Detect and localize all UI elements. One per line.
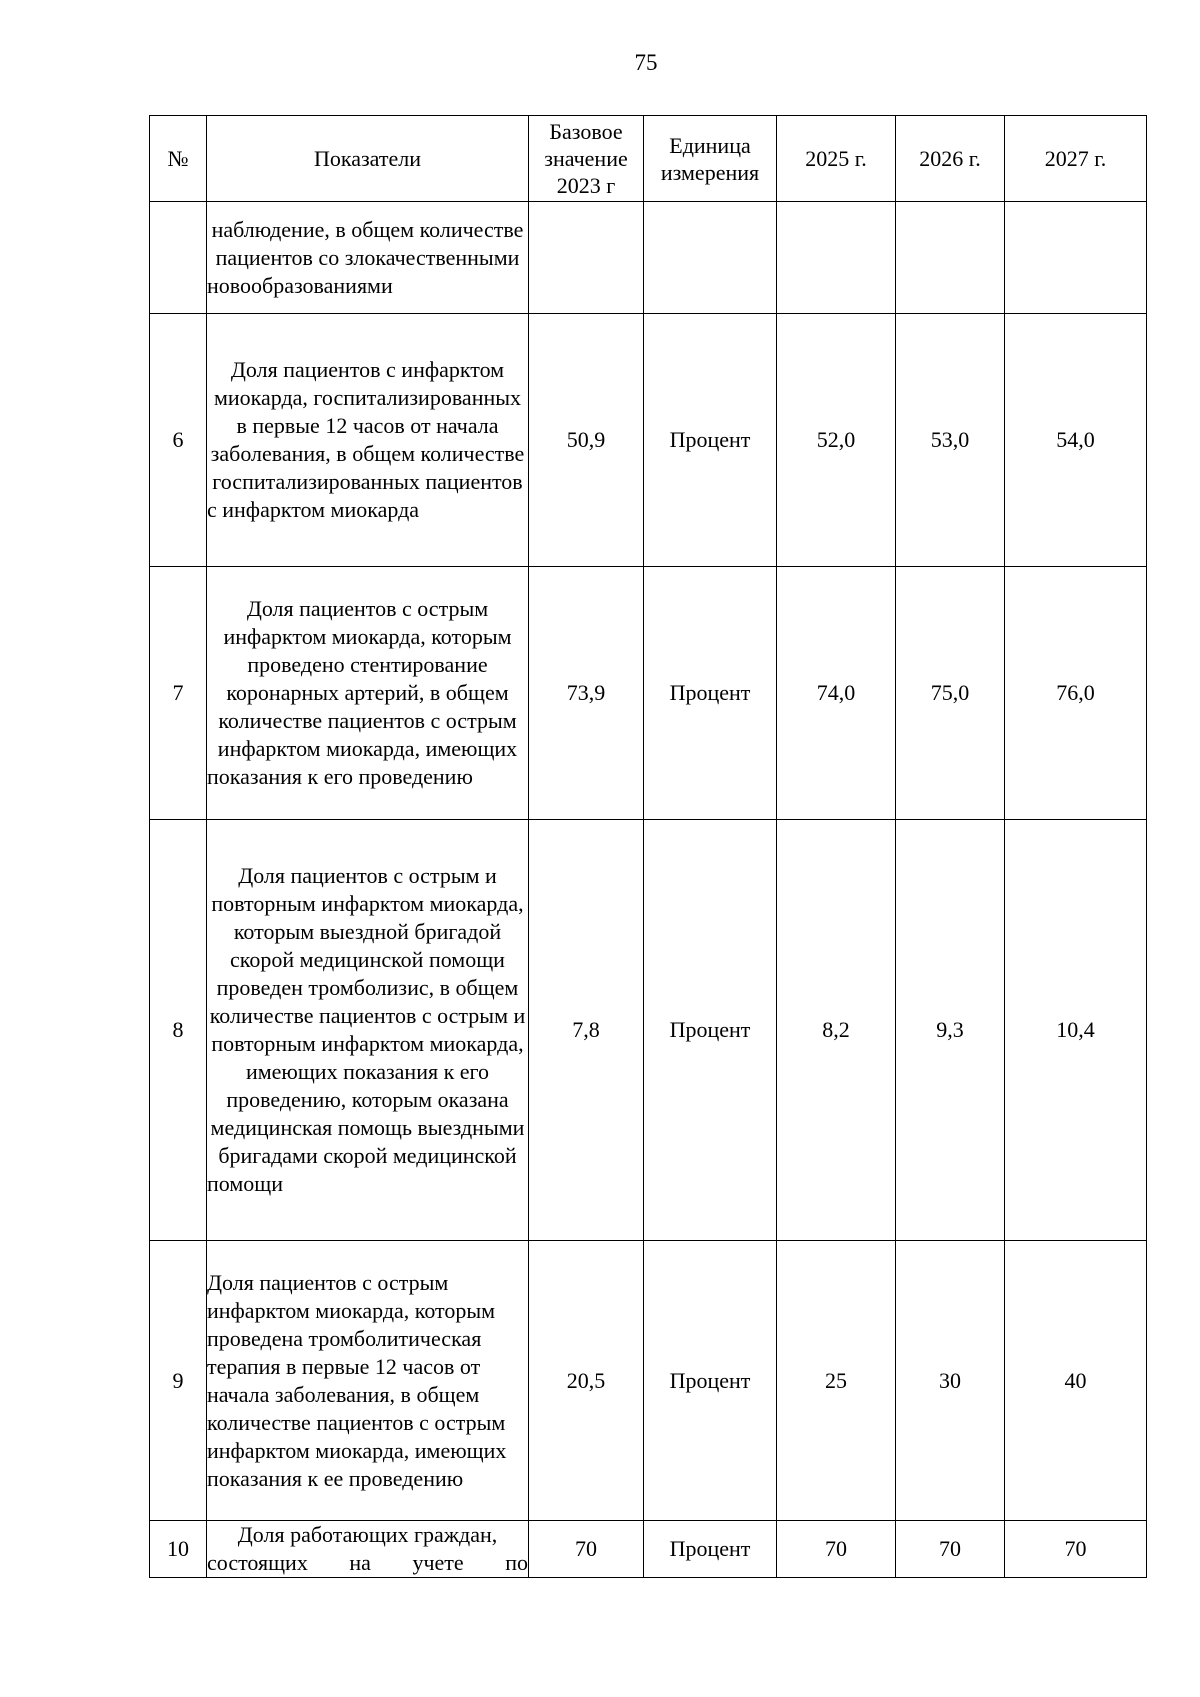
header-indicator: Показатели <box>207 116 529 202</box>
base-value: 20,5 <box>529 1241 644 1521</box>
table-header-row <box>150 116 1147 202</box>
indicator-text <box>207 202 529 314</box>
indicator-label: Доля работающих граждан, состоящих на учете по <box>207 1522 528 1575</box>
row-number: 10 <box>150 1521 207 1578</box>
value-2025: 74,0 <box>777 567 896 820</box>
indicators-table <box>149 115 1147 1578</box>
value-2027: 40 <box>1005 1241 1147 1521</box>
indicator-text <box>207 1241 529 1521</box>
value-2025 <box>777 202 896 314</box>
indicator-text <box>207 1521 529 1578</box>
value-2025: 52,0 <box>777 314 896 567</box>
value-2026: 70 <box>896 1521 1005 1578</box>
table-row <box>150 567 1147 820</box>
value-2025: 25 <box>777 1241 896 1521</box>
value-2026 <box>896 202 1005 314</box>
row-number <box>150 202 207 314</box>
base-value: 50,9 <box>529 314 644 567</box>
value-2027: 76,0 <box>1005 567 1147 820</box>
value-2027 <box>1005 202 1147 314</box>
header-base-value: Базовое значение 2023 г <box>529 116 644 202</box>
unit: Процент <box>644 820 777 1241</box>
indicator-label: Доля пациентов с инфарктом миокарда, госпитализированных в первые 12 часов от начала заболевания, в общем количестве госпитализированных пациентов с инфарктом миокарда <box>207 357 525 522</box>
header-2026: 2026 г. <box>896 116 1005 202</box>
value-2027: 70 <box>1005 1521 1147 1578</box>
base-value <box>529 202 644 314</box>
row-number: 6 <box>150 314 207 567</box>
base-value: 70 <box>529 1521 644 1578</box>
page-number: 75 <box>634 50 658 75</box>
value-2026: 9,3 <box>896 820 1005 1241</box>
indicator-label: Доля пациентов с острым инфарктом миокарда, которым проведено стентирование коронарных артерий, в общем количестве пациентов с острым инфарктом миокарда, имеющих показания к его проведению <box>207 596 518 789</box>
base-value: 7,8 <box>529 820 644 1241</box>
value-2026: 75,0 <box>896 567 1005 820</box>
header-number: № <box>150 116 207 202</box>
value-2026: 30 <box>896 1241 1005 1521</box>
value-2027: 10,4 <box>1005 820 1147 1241</box>
table-row <box>150 1521 1147 1578</box>
indicator-label: наблюдение, в общем количестве пациентов со злокачественными новообразованиями <box>207 216 524 298</box>
unit: Процент <box>644 314 777 567</box>
unit: Процент <box>644 567 777 820</box>
table-row <box>150 1241 1147 1521</box>
header-2027: 2027 г. <box>1005 116 1147 202</box>
row-number: 9 <box>150 1241 207 1521</box>
header-unit: Единица измерения <box>644 116 777 202</box>
table-row <box>150 202 1147 314</box>
value-2027: 54,0 <box>1005 314 1147 567</box>
row-number: 8 <box>150 820 207 1241</box>
value-2026: 53,0 <box>896 314 1005 567</box>
indicator-text <box>207 820 529 1241</box>
unit: Процент <box>644 1521 777 1578</box>
unit <box>644 202 777 314</box>
indicator-text <box>207 314 529 567</box>
row-number: 7 <box>150 567 207 820</box>
base-value: 73,9 <box>529 567 644 820</box>
value-2025: 8,2 <box>777 820 896 1241</box>
indicator-label: Доля пациентов с острым и повторным инфарктом миокарда, которым выездной бригадой скорой медицинской помощи проведен тромболизис, в общем количестве пациентов с острым и повторным инфарктом миокарда, имеющих показания к его проведению, которым оказана медицинская помощь выездными бригадами скорой медицинской помощи <box>207 863 526 1196</box>
indicator-label: Доля пациентов с острым инфарктом миокарда, которым проведена тромболитическая терапия в первые 12 часов от начала заболевания, в общем количестве пациентов с острым инфарктом миокарда, имеющих показания к ее проведению <box>207 1269 507 1491</box>
table-row <box>150 820 1147 1241</box>
unit: Процент <box>644 1241 777 1521</box>
value-2025: 70 <box>777 1521 896 1578</box>
indicator-text <box>207 567 529 820</box>
table-row <box>150 314 1147 567</box>
header-2025: 2025 г. <box>777 116 896 202</box>
